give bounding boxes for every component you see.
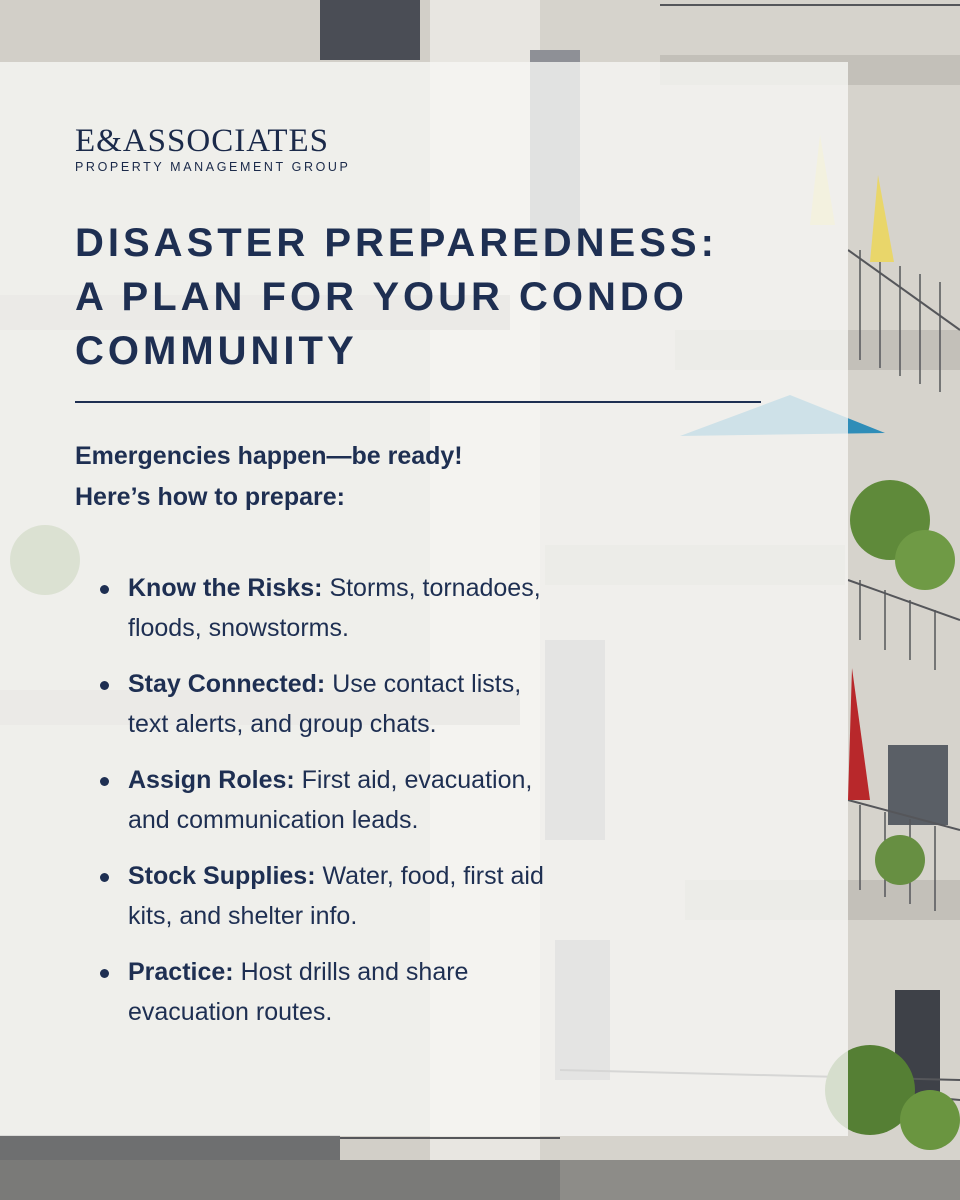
tip-text: Host drills and share	[240, 958, 469, 986]
logo-tagline: PROPERTY MANAGEMENT GROUP	[75, 160, 351, 174]
title-line-2: A PLAN FOR YOUR CONDO	[75, 275, 688, 319]
tip-line-2: evacuation routes.	[128, 998, 333, 1026]
tip-line-1	[128, 952, 700, 992]
logo-wordmark: E&ASSOCIATES	[75, 123, 330, 159]
tip-text: First aid, evacuation,	[301, 766, 533, 794]
intro-text	[75, 436, 463, 518]
tip-line-1	[128, 760, 700, 800]
tip-title: Stay Connected:	[128, 670, 326, 698]
tip-stock-supplies	[100, 856, 700, 936]
tip-line-2: kits, and shelter info.	[128, 902, 358, 930]
tip-line-2: text alerts, and group chats.	[128, 710, 437, 738]
tip-title: Assign Roles:	[128, 766, 295, 794]
tip-text: Use contact lists,	[332, 670, 522, 698]
tip-assign-roles	[100, 760, 700, 840]
bullet-icon	[100, 873, 109, 882]
company-logo	[75, 123, 350, 175]
title-line-1: DISASTER PREPAREDNESS:	[75, 221, 718, 265]
tip-title: Practice:	[128, 958, 234, 986]
tip-text: Water, food, first aid	[322, 862, 544, 890]
tip-practice	[100, 952, 700, 1032]
tip-line-1	[128, 856, 700, 896]
tip-line-2: floods, snowstorms.	[128, 614, 349, 642]
page-title	[75, 216, 795, 378]
tip-line-2: and communication leads.	[128, 806, 419, 834]
tip-know-the-risks	[100, 568, 700, 648]
bullet-icon	[100, 585, 109, 594]
tip-stay-connected	[100, 664, 700, 744]
tips-list	[100, 568, 700, 1048]
bullet-icon	[100, 777, 109, 786]
tip-line-1	[128, 568, 700, 608]
bullet-icon	[100, 681, 109, 690]
tip-title: Know the Risks:	[128, 574, 323, 602]
tip-text: Storms, tornadoes,	[329, 574, 541, 602]
title-line-3: COMMUNITY	[75, 329, 358, 373]
bullet-icon	[100, 969, 109, 978]
tip-title: Stock Supplies:	[128, 862, 316, 890]
tip-line-1	[128, 664, 700, 704]
divider	[75, 401, 761, 403]
intro-line-1: Emergencies happen—be ready!	[75, 442, 463, 470]
intro-line-2: Here’s how to prepare:	[75, 483, 345, 511]
